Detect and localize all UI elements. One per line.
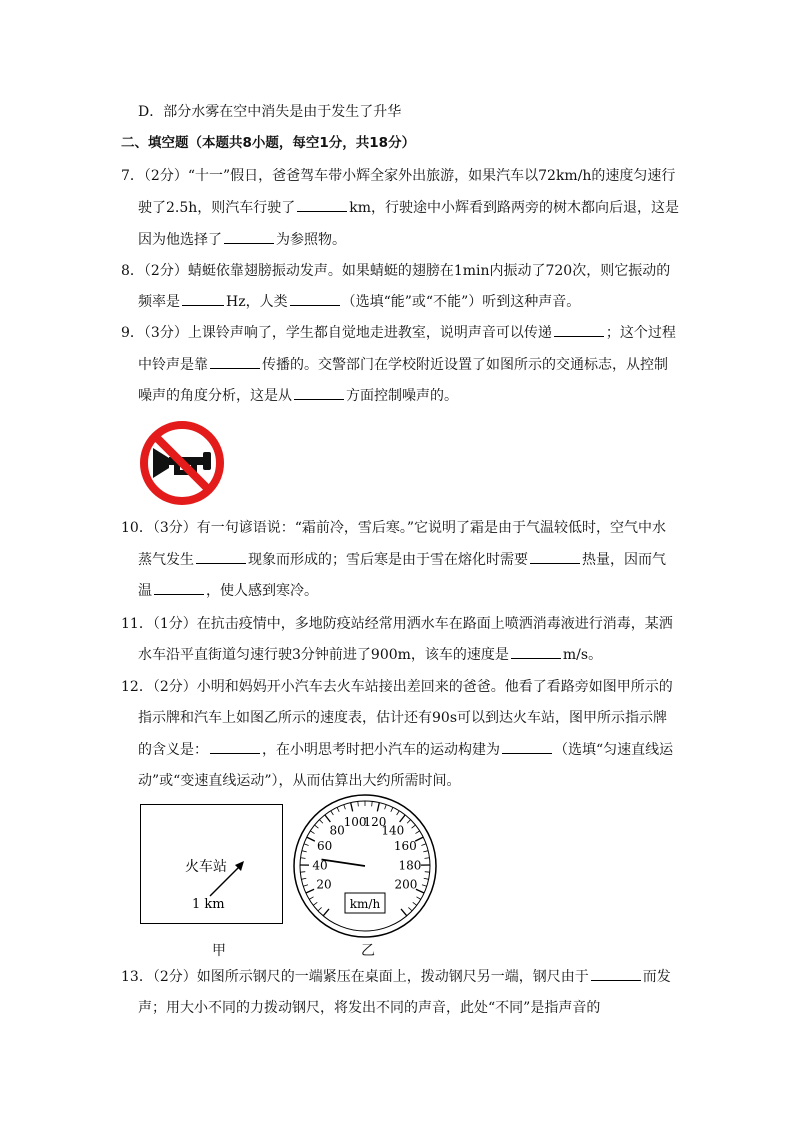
answer-blank [154,581,204,595]
q8-line1: 8．（2分）蜻蜓依靠翅膀振动发声。如果蜻蜓的翅膀在1min内振动了720次，则它振动的 [121,263,671,279]
speedometer-tick-label: 20 [316,877,332,892]
answer-blank [290,292,340,306]
answer-blank [502,740,552,754]
q7-line2 [138,198,679,218]
speedometer-tick-label: 100 [343,815,367,830]
speedometer-tick-label: 200 [394,877,418,892]
answer-blank [196,550,246,564]
q9-line2 [138,355,668,375]
q7-text: km，行驶途中小辉看到路两旁的树木都向后退，这是 [349,200,680,216]
speedometer-tick-label: 140 [381,823,405,838]
q9-text: 9．（3分）上课铃声响了，学生都自觉地走进教室，说明声音可以传递 [121,325,552,341]
answer-blank [210,355,260,369]
answer-blank [224,230,274,244]
speedometer-tick [358,801,359,806]
q9-text: 传播的。交警部门在学校附近设置了如图所示的交通标志，从控制 [262,357,668,373]
answer-blank [182,292,224,306]
q13-line1 [121,967,671,987]
no-horn-sign-icon [139,420,225,506]
q6-option-d: D．部分水雾在空中消失是由于发生了升华 [138,104,402,120]
speedometer [292,793,438,939]
answer-blank [294,386,344,400]
speedometer-tick-label: 80 [329,823,345,838]
q13-text: 而发 [642,969,671,985]
q12-text: 的含义是： [138,742,208,758]
q12-line2: 指示牌和汽车上如图乙所示的速度表，估计还有90s可以到达火车站，图甲所示指示牌 [138,710,667,726]
q12-line1: 12．（2分）小明和妈妈开小汽车去火车站接出差回来的爸爸。他看了看路旁如图甲所示的 [121,679,673,695]
q9-text: 噪声的角度分析，这是从 [138,388,292,404]
speedometer-tick-label: 180 [398,858,422,873]
q11-line1: 11．（1分）在抗击疫情中，多地防疫站经常用洒水车在路面上喷洒消毒液进行消毒，某洒 [121,616,673,632]
q10-text: 温 [138,583,152,599]
q10-text: 现象而形成的；雪后寒是由于雪在熔化时需要 [248,552,528,568]
speedometer-tick-label: 120 [363,815,387,830]
q8-line2 [138,292,580,312]
sign-distance-label: 1 km [192,897,225,912]
answer-blank [297,198,347,212]
q9-text: 方面控制噪声的。 [346,388,458,404]
q7-line3 [138,230,346,250]
answer-blank [530,550,580,564]
q12-text: ，在小明思考时把小汽车的运动构建为 [262,742,500,758]
speedometer-tick-label: 60 [317,839,333,854]
q11-text: 水车沿平直街道匀速行驶3分钟前进了900m，该车的速度是 [138,647,509,663]
caption-yi: 乙 [361,943,375,959]
answer-blank [210,740,260,754]
q12-line4: 动”或“变速直线运动”），从而估算出大约所需时间。 [138,773,461,789]
q7-line1: 7．（2分）“十一”假日，爸爸驾车带小辉全家外出旅游，如果汽车以72km/h的速度匀速行 [121,168,676,184]
answer-blank [591,967,641,981]
q10-line2 [138,550,666,570]
speedometer-unit: km/h [349,897,381,911]
station-sign [140,804,284,926]
q13-text: 13．（2分）如图所示钢尺的一端紧压在桌面上，拨动钢尺另一端，钢尺由于 [121,969,589,985]
q10-text: 蒸气发生 [138,552,194,568]
q11-line2 [138,645,602,665]
q10-line3 [138,581,318,601]
section-heading: 二、填空题（本题共8小题，每空1分，共18分） [121,135,416,151]
q11-text: m/s。 [562,647,603,663]
speedometer-tick [372,801,373,806]
q7-text: 因为他选择了 [138,232,222,248]
speedometer-tick-label: 160 [393,839,417,854]
q8-text: 频率是 [138,294,180,310]
q7-text: 驶了2.5h，则汽车行驶了 [138,200,296,216]
q10-text: ，使人感到寒冷。 [206,583,318,599]
q9-line3 [138,386,458,406]
q7-text: 为参照物。 [276,232,346,248]
q8-text: （选填“能”或“不能”）听到这种声音。 [341,294,581,310]
caption-jia: 甲 [212,943,226,959]
q9-line1 [121,323,676,343]
q8-text: Hz，人类 [226,294,288,310]
sign-station-label: 火车站 [185,859,227,875]
answer-blank [554,323,604,337]
q9-text: ；这个过程 [605,325,676,341]
q10-line1: 10．（3分）有一句谚语说：“霜前冷，雪后寒。”它说明了霜是由于气温较低时，空气中水 [121,520,667,536]
q9-text: 中铃声是靠 [138,357,208,373]
q12-text: （选填“匀速直线运 [554,742,674,758]
speedometer-tick-label: 40 [312,858,328,873]
q10-text: 热量，因而气 [582,552,666,568]
answer-blank [511,645,561,659]
q12-line3 [138,740,673,760]
q13-line2: 声；用大小不同的力拨动钢尺，将发出不同的声音，此处“不同”是指声音的 [138,1000,601,1016]
